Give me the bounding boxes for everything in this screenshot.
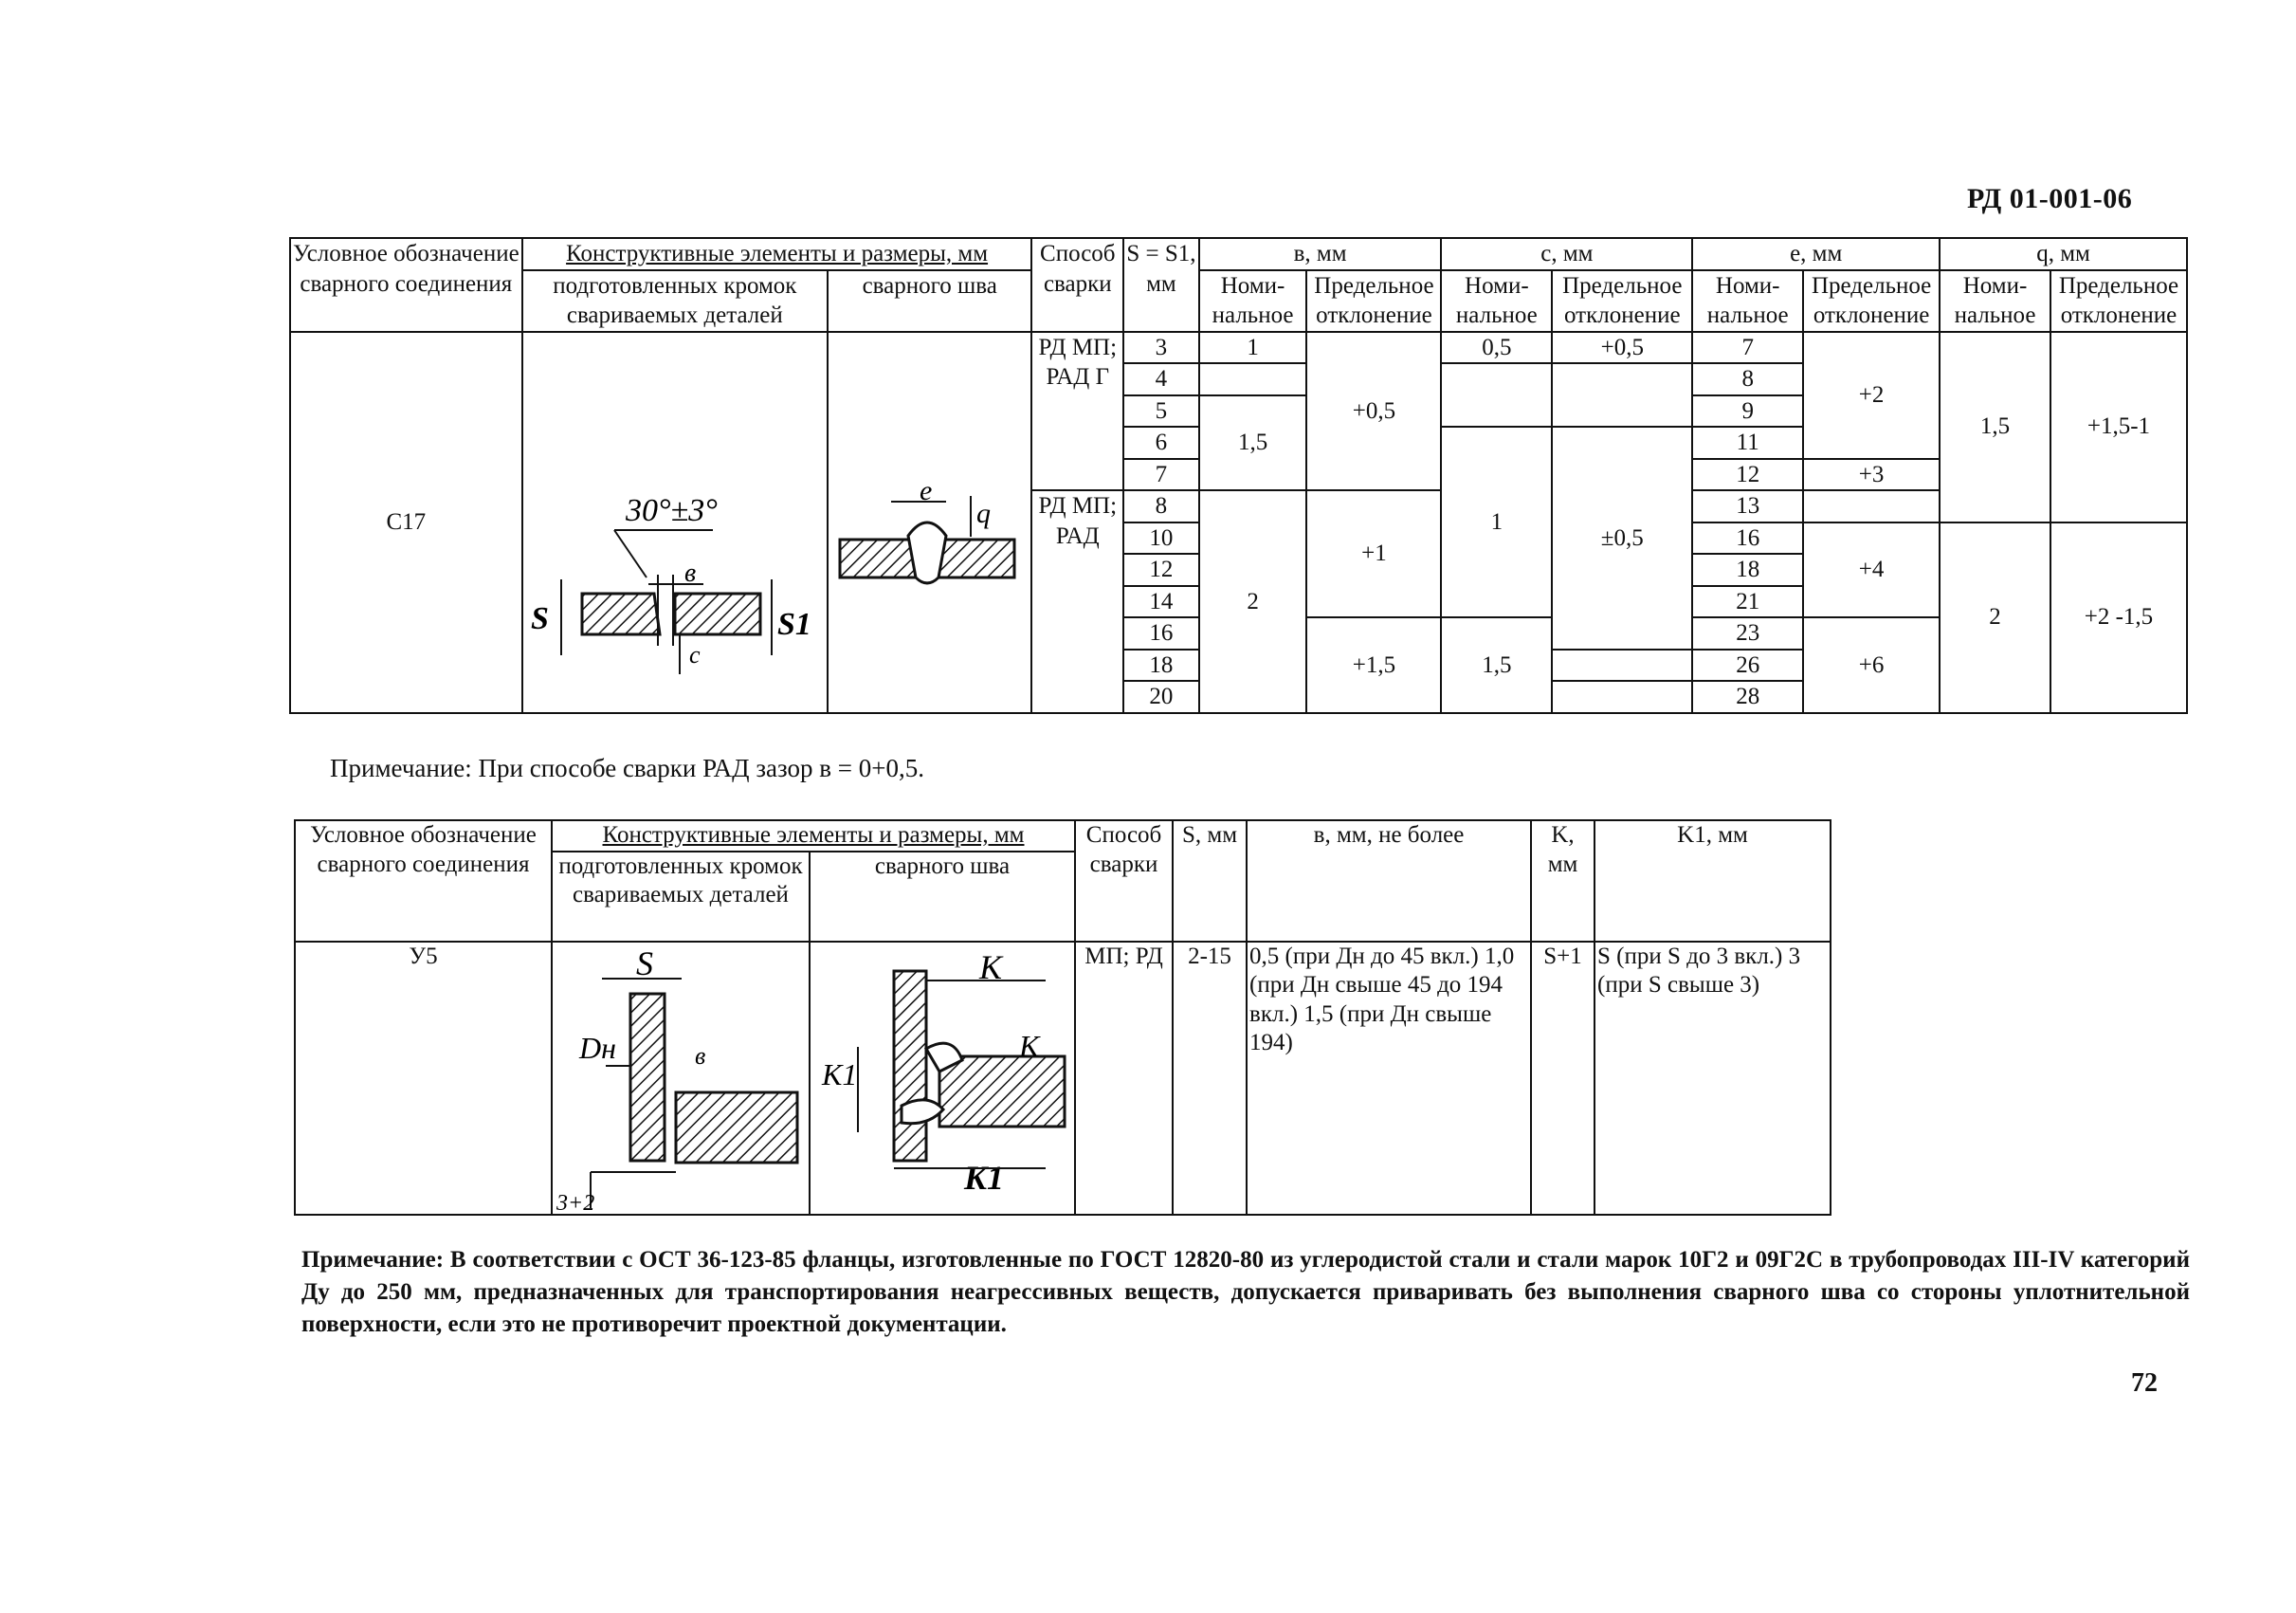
s-value: 2-15 [1173,942,1247,1215]
k1-vertical-label: K1 [822,1056,858,1091]
header-structural: Конструктивные элементы и размеры, мм [522,238,1032,270]
e-nominal: 28 [1692,681,1803,713]
e-deviation: +6 [1803,617,1940,713]
header-method: Способ сварки [1075,820,1173,942]
drawing-prepared-edges [522,332,828,713]
s-value: 18 [1123,650,1199,682]
header-e-deviation: Предельное отклонение [1803,270,1940,332]
e-nominal: 13 [1692,490,1803,522]
b-nominal: 1,5 [1199,395,1307,491]
e-nominal: 7 [1692,332,1803,364]
c-nominal: 0,5 [1441,332,1552,364]
q-deviation: +2 -1,5 [2050,522,2187,713]
e-deviation: +3 [1803,459,1940,491]
header-c-nominal: Номи-нальное [1441,270,1552,332]
s-value: 8 [1123,490,1199,522]
s-value: 4 [1123,363,1199,395]
gap-label: в [695,1041,706,1070]
e-nominal: 16 [1692,522,1803,555]
e-label: e [919,474,933,506]
b-deviation: +1 [1306,490,1441,617]
header-weld: сварного шва [828,270,1032,332]
header-prepared-edges: подготовленных кромок свариваемых деталей [552,852,810,942]
b-nominal-blank [1199,363,1307,395]
s1-label: S1 [776,606,811,642]
s-value: 10 [1123,522,1199,555]
method: МП; РД [1075,942,1173,1215]
method-group-1: РД МП; РАД Г [1031,332,1123,491]
s-value: 5 [1123,395,1199,428]
angle-label: 30°±3° [625,492,718,528]
q-nominal: 1,5 [1940,332,2050,522]
header-s: S = S1, мм [1123,238,1199,332]
e-deviation: +2 [1803,332,1940,459]
dn-label: Dн [579,1030,616,1065]
q-nominal: 2 [1940,522,2050,713]
document-code: РД 01-001-06 [1967,183,2133,214]
header-q: q, мм [1940,238,2187,270]
c-nominal-blank [1441,363,1552,427]
c-deviation: ±0,5 [1552,427,1692,650]
drawing-weld [828,332,1032,713]
c-deviation: +0,5 [1552,332,1692,364]
b-nominal: 1 [1199,332,1307,364]
offset-label: 3+2 [556,1190,595,1214]
s-value: 20 [1123,681,1199,713]
header-designation: Условное обозначение сварного соединения [295,820,552,942]
e-nominal: 9 [1692,395,1803,428]
c-nominal: 1 [1441,427,1552,617]
s-value: 16 [1123,617,1199,650]
s-value: 3 [1123,332,1199,364]
page-number: 72 [2131,1368,2158,1398]
header-b-deviation: Предельное отклонение [1306,270,1441,332]
note-gap: Примечание: При способе сварки РАД зазор в = 0+0,5. [330,754,924,782]
e-nominal: 12 [1692,459,1803,491]
drawing-prepared-edges [552,942,810,1215]
header-designation: Условное обозначение сварного соединения [290,238,522,332]
c-deviation-blank [1552,650,1692,682]
header-prepared-edges: подготовленных кромок свариваемых деталей [522,270,828,332]
s-label: S [530,600,549,636]
k-vertical-label: K [1019,1028,1040,1063]
header-k: K, мм [1531,820,1594,942]
b-value: 0,5 (при Дн до 45 вкл.) 1,0 (при Дн свыше 45 до 194 вкл.) 1,5 (при Дн свыше 194) [1247,942,1531,1215]
q-label: q [975,497,991,529]
header-b: в, мм, не более [1247,820,1531,942]
k-label: K [979,947,1003,986]
header-b-nominal: Номи-нальное [1199,270,1307,332]
e-nominal: 18 [1692,554,1803,586]
header-weld: сварного шва [810,852,1075,942]
gap-label: в [683,558,696,588]
e-deviation-blank [1803,490,1940,522]
s-value: 14 [1123,586,1199,618]
header-s: S, мм [1173,820,1247,942]
header-structural: Конструктивные элементы и размеры, мм [552,820,1075,852]
c-deviation-blank [1552,363,1692,427]
q-deviation: +1,5-1 [2050,332,2187,522]
header-b: в, мм [1199,238,1442,270]
header-q-nominal: Номи-нальное [1940,270,2050,332]
header-k1: K1, мм [1594,820,1831,942]
joint-designation: С17 [290,332,522,713]
header-e: e, мм [1692,238,1940,270]
header-e-nominal: Номи-нальное [1692,270,1803,332]
c-deviation-blank [1552,681,1692,713]
b-deviation: +0,5 [1306,332,1441,491]
header-q-deviation: Предельное отклонение [2050,270,2187,332]
s-label: S [636,944,653,982]
k1-value: S (при S до 3 вкл.) 3 (при S свыше 3) [1594,942,1831,1215]
weld-table-c17 [289,237,2188,714]
e-nominal: 11 [1692,427,1803,459]
k1-label: K1 [964,1158,1005,1197]
s-value: 6 [1123,427,1199,459]
b-deviation: +1,5 [1306,617,1441,713]
header-method: Способ сварки [1031,238,1123,332]
k-value: S+1 [1531,942,1594,1215]
method-group-2: РД МП; РАД [1031,490,1123,713]
e-nominal: 23 [1692,617,1803,650]
b-nominal: 2 [1199,490,1307,713]
header-c: c, мм [1441,238,1692,270]
e-nominal: 8 [1692,363,1803,395]
e-deviation: +4 [1803,522,1940,618]
e-nominal: 21 [1692,586,1803,618]
s-value: 12 [1123,554,1199,586]
c-label: c [688,640,701,669]
header-c-deviation: Предельное отклонение [1552,270,1692,332]
joint-designation: У5 [295,942,552,1215]
c-nominal: 1,5 [1441,617,1552,713]
drawing-weld [810,942,1075,1215]
e-nominal: 26 [1692,650,1803,682]
note-flanges: Примечание: В соответствии с ОСТ 36-123-85 фланцы, изготовленные по ГОСТ 12820-80 из углеродистой стали и стали марок 10Г2 и 09Г2С в трубопроводах III-IV категорий Ду до 250 мм, предназначенных для транспортирования неагрессивных веществ, допускается приваривать без выполнения сварного шва со стороны уплотнительной поверхности, если это не противоречит проектной документации. [301,1247,2190,1337]
weld-table-u5 [294,819,1831,1216]
s-value: 7 [1123,459,1199,491]
